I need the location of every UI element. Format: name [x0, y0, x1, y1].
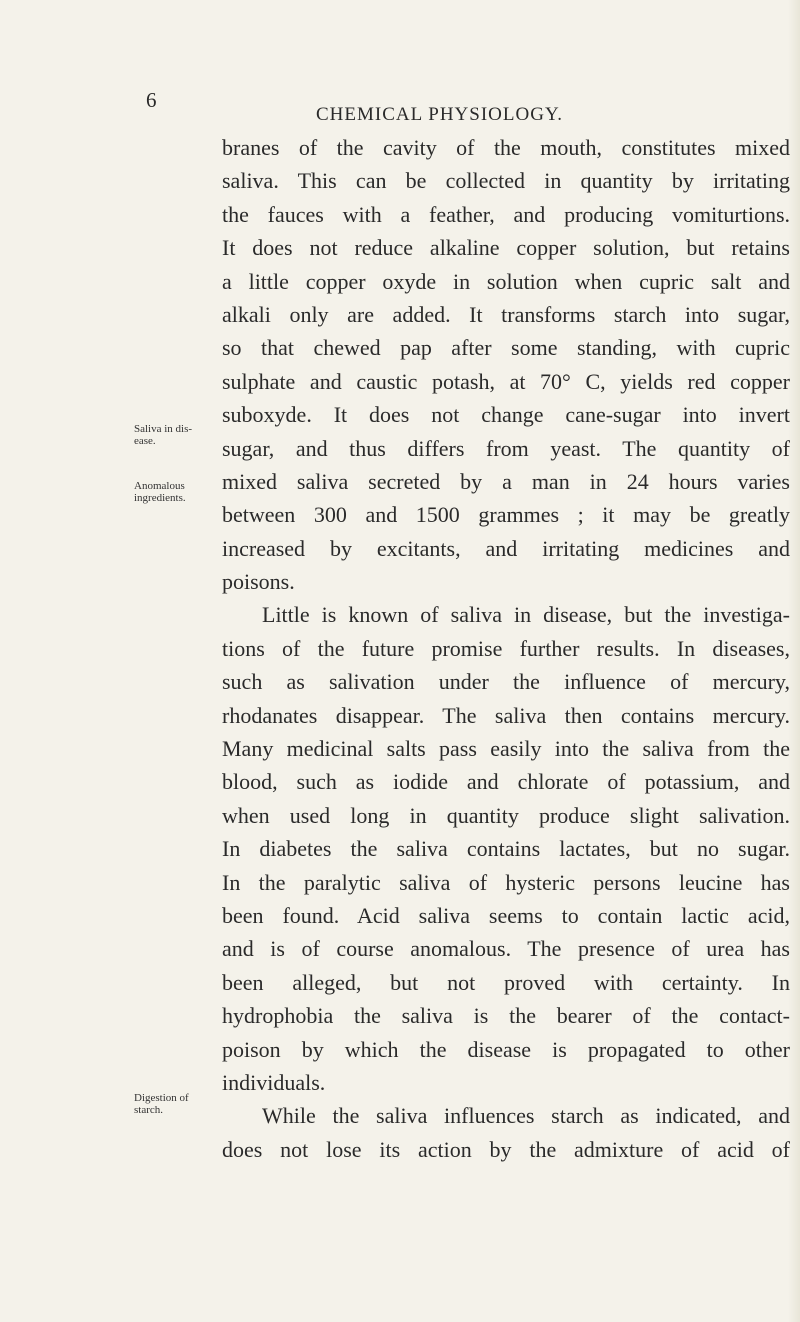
text-line: saliva. This can be collected in quantity by irritating [222, 168, 790, 194]
text-line: increased by excitants, and irritating medicines and [222, 535, 790, 561]
text-line: rhodanates disappear. The saliva then contains mercury. [222, 702, 790, 728]
text-line: mixed saliva secreted by a man in 24 hours varies [222, 468, 790, 494]
running-head: CHEMICAL PHYSIOLOGY. [316, 104, 563, 125]
text-line: It does not reduce alkaline copper solution, but retains [222, 235, 790, 261]
text-line: between 300 and 1500 grammes ; it may be greatly [222, 502, 790, 528]
text-line: While the saliva influences starch as indicated, and [262, 1103, 790, 1129]
text-line: and is of course anomalous. The presence of urea has [222, 936, 790, 962]
text-line: been alleged, but not proved with certainty. In [222, 969, 790, 995]
text-line: does not lose its action by the admixture of acid of [222, 1136, 790, 1162]
sidenote-line: Digestion of [134, 1092, 189, 1104]
text-line: such as salivation under the influence of mercury, [222, 669, 790, 695]
text-line: alkali only are added. It transforms starch into sugar, [222, 301, 790, 327]
sidenote-anomalous-ingredients [134, 480, 218, 504]
text-line: the fauces with a feather, and producing vomiturtions. [222, 201, 790, 227]
text-line: sulphate and caustic potash, at 70° C, yields red copper [222, 368, 790, 394]
text-line: poison by which the disease is propagated to other [222, 1036, 790, 1062]
sidenote-line: Saliva in dis- [134, 423, 193, 435]
text-line: individuals. [222, 1069, 326, 1095]
text-line: branes of the cavity of the mouth, constitutes mixed [222, 135, 790, 160]
sidenote-line: starch. [134, 1104, 164, 1116]
text-line: a little copper oxyde in solution when cupric salt and [222, 268, 790, 294]
text-line: so that chewed pap after some standing, with cupric [222, 335, 790, 361]
text-line: poisons. [222, 569, 295, 595]
text-line: hydrophobia the saliva is the bearer of the contact- [222, 1003, 790, 1029]
text-line: Many medicinal salts pass easily into the saliva from the [222, 736, 790, 762]
sidenote-line: ingredients. [134, 492, 186, 504]
sidenote-digestion-of-starch [134, 1092, 218, 1116]
text-line: In diabetes the saliva contains lactates, but no sugar. [222, 836, 790, 862]
sidenote-saliva-in-disease [134, 423, 218, 447]
sidenote-line: Anomalous [134, 480, 185, 492]
text-line: when used long in quantity produce slight salivation. [222, 802, 790, 828]
text-line: Little is known of saliva in disease, but the investiga- [262, 602, 790, 628]
sidenote-line: ease. [134, 435, 156, 447]
text-line: suboxyde. It does not change cane-sugar into invert [222, 402, 790, 428]
text-line: blood, such as iodide and chlorate of potassium, and [222, 769, 790, 795]
text-line: In the paralytic saliva of hysteric persons leucine has [222, 869, 790, 895]
text-line: sugar, and thus differs from yeast. The quantity of [222, 435, 790, 461]
body-text [222, 131, 790, 1166]
text-line: tions of the future promise further results. In diseases, [222, 635, 790, 661]
page-number: 6 [146, 88, 157, 112]
text-line: been found. Acid saliva seems to contain lactic acid, [222, 902, 790, 928]
